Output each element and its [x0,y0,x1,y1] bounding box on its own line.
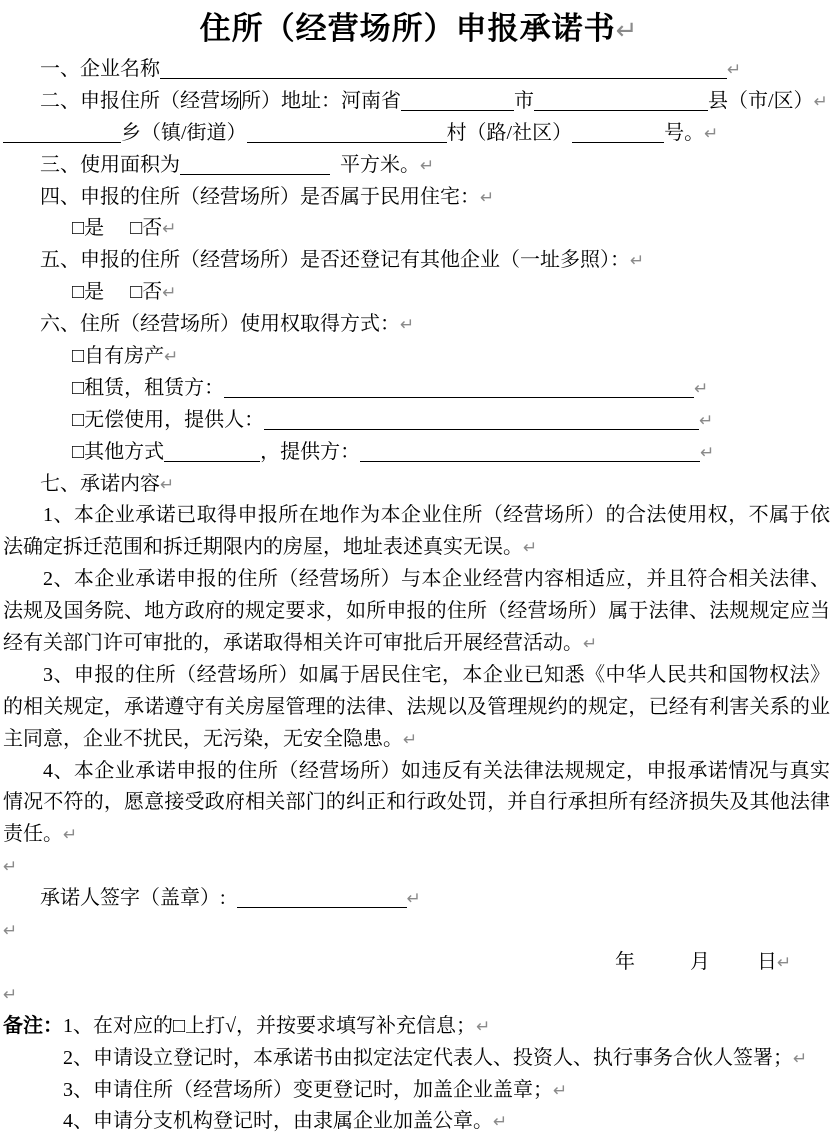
paragraph-mark: ↵ [162,219,177,240]
checkbox-yes-label: 是 [84,217,105,240]
township-label: 乡（镇/街道） [121,121,247,144]
item2-label-part1: 二、申报住所（经营场 [40,89,240,112]
notes-label: 备注： [3,1014,63,1037]
item6-label: 六、住所（经营场所）使用权取得方式： [40,313,400,336]
checkbox-own-property[interactable]: □ [72,345,85,368]
item5-label: 五、申报的住所（经营场所）是否还登记有其他企业（一址多照）： [40,249,630,272]
paragraph-mark: ↵ [813,91,828,112]
para-text: 主同意，企业不扰民，无污染，无安全隐患。 [3,727,403,750]
form-item-1-company-name [0,54,838,86]
checkbox-free-use[interactable]: □ [72,408,85,431]
paragraph-mark: ↵ [777,952,792,973]
date-month-label: 月 [690,950,710,973]
para-text: 经有关部门许可审批的，承诺取得相关许可审批后开展经营活动。 [3,632,583,655]
county-label: 县（市/区） [708,89,814,112]
paragraph-mark: ↵ [63,825,78,846]
date-day-wrap [757,947,791,980]
form-item-6-usage-right [0,309,838,341]
form-item-2-address-line-2 [0,118,838,150]
paragraph-mark: ↵ [493,1112,508,1133]
note-1-text: 1、在对应的□上打√，并按要求填写补充信息； [63,1014,477,1037]
paragraph-mark: ↵ [553,1080,568,1101]
option-own-label: 自有房产 [84,345,165,368]
commitment-para-4-line-1: 4、本企业承诺申报的住所（经营场所）如违反有关法律法规规定，申报承诺情况与真实 [43,759,830,782]
item7-label: 七、承诺内容 [40,472,160,495]
checkbox-no-item4[interactable]: □ [130,217,143,240]
option-lease-label: 租赁，租赁方： [84,376,225,399]
paragraph-mark: ↵ [615,16,639,46]
item-4-checkbox-row [0,213,838,245]
item1-label: 一、企业名称 [40,58,160,80]
paragraph-mark: ↵ [700,442,715,463]
checkbox-other[interactable]: □ [72,440,85,463]
paragraph-mark: ↵ [694,378,709,399]
option-other-label: 其他方式 [84,440,165,463]
empty-line [0,915,838,947]
commitment-para-1-line-2 [0,532,838,564]
empty-line [0,979,838,1011]
blank-area[interactable] [180,154,330,175]
number-label: 号。 [664,121,705,144]
item3-label: 三、使用面积为 [40,153,180,176]
checkbox-yes-item5[interactable]: □ [72,281,85,304]
option-free-label: 无偿使用，提供人： [84,408,265,431]
paragraph-mark: ↵ [3,984,18,1005]
paragraph-mark: ↵ [523,538,538,559]
item3-unit-label: 平方米。 [340,153,420,176]
checkbox-no-label: 否 [142,217,163,240]
commitment-para-3-line-3 [0,724,838,756]
blank-lessor[interactable] [224,377,694,398]
blank-city[interactable] [401,90,514,111]
paragraph-mark: ↵ [400,315,415,336]
paragraph-mark: ↵ [164,347,179,368]
blank-village[interactable] [247,122,447,143]
form-item-5-multi-license [0,245,838,277]
city-label: 市 [514,89,534,112]
paragraph-mark: ↵ [630,251,645,272]
item2-label-part2: 所）地址：河南省 [241,89,401,112]
paragraph-mark: ↵ [793,1048,808,1069]
blank-provider-person[interactable] [264,409,699,430]
paragraph-mark: ↵ [476,1016,491,1037]
paragraph-mark: ↵ [162,283,177,304]
commitment-para-2-line-3 [0,628,838,660]
paragraph-mark: ↵ [3,857,18,878]
commitment-para-3-line-1: 3、申报的住所（经营场所）如属于居民住宅，本企业已知悉《中华人民共和国物权法》 [43,663,830,686]
para-text: 责任。 [3,823,63,846]
blank-township[interactable] [3,122,121,143]
notes-line-3 [0,1075,838,1107]
form-item-4-residential [0,182,838,214]
form-item-3-area [0,150,838,182]
checkbox-yes-label: 是 [84,281,105,304]
note-2-text: 2、申请设立登记时，本承诺书由拟定法定代表人、投资人、执行事务合伙人签署； [63,1046,793,1069]
form-item-2-address [0,86,838,118]
signature-line [0,883,838,915]
commitment-para-4-line-3 [0,819,838,851]
paragraph-mark: ↵ [406,889,421,910]
date-day-label: 日 [757,950,777,973]
paragraph-mark: ↵ [403,729,418,750]
blank-other-method[interactable] [164,441,260,462]
paragraph-mark: ↵ [3,921,18,942]
option-lease [0,373,838,405]
para-text: 法确定拆迁范围和拆迁期限内的房屋，地址表述真实无误。 [3,536,523,559]
notes-line-1 [0,1011,838,1043]
paragraph-mark: ↵ [420,155,435,176]
note-4-text: 4、申请分支机构登记时，由隶属企业加盖公章。 [63,1110,493,1133]
notes-line-2 [0,1043,838,1075]
blank-company-name[interactable] [160,58,727,79]
checkbox-lease[interactable]: □ [72,376,85,399]
paragraph-mark: ↵ [480,187,495,208]
commitment-para-4-line-2: 情况不符的，愿意接受政府相关部门的纠正和行政处罚，并自行承担所有经济损失及其他法律 [3,791,830,814]
item4-label: 四、申报的住所（经营场所）是否属于民用住宅： [40,185,480,208]
paragraph-mark: ↵ [583,634,598,655]
village-label: 村（路/社区） [446,121,573,144]
option-other [0,437,838,469]
date-line [0,947,838,979]
checkbox-yes-item4[interactable]: □ [72,217,85,240]
blank-signature[interactable] [237,887,407,908]
paragraph-mark: ↵ [704,123,719,144]
paragraph-mark: ↵ [160,474,175,495]
paragraph-mark: ↵ [727,60,742,80]
empty-line [0,851,838,883]
commitment-para-2-line-2: 法规及国务院、地方政府的规定要求，如所申报的住所（经营场所）属于法律、法规规定应当 [3,600,830,623]
checkbox-no-item5[interactable]: □ [130,281,143,304]
notes-line-4 [0,1106,838,1138]
commitment-para-3-line-2: 的相关规定，承诺遵守有关房屋管理的法律、法规以及管理规约的规定，已经有利害关系的业 [3,695,830,718]
commitment-para-2-line-1: 2、本企业承诺申报的住所（经营场所）与本企业经营内容相适应，并且符合相关法律、 [43,568,830,591]
document-title [0,0,838,54]
note-3-text: 3、申请住所（经营场所）变更登记时，加盖企业盖章； [63,1078,553,1101]
item-5-checkbox-row [0,277,838,309]
option-own-property [0,341,838,373]
title-text: 住所（经营场所）申报承诺书 [199,11,616,46]
checkbox-no-label: 否 [142,281,163,304]
option-other-provider-label: ，提供方： [260,440,361,463]
blank-number[interactable] [572,122,664,143]
form-item-7-commitment [0,469,838,501]
paragraph-mark: ↵ [699,410,714,431]
blank-other-provider[interactable] [360,441,700,462]
date-year-label: 年 [615,950,635,973]
option-free-use [0,405,838,437]
blank-county[interactable] [534,90,708,111]
signature-label: 承诺人签字（盖章）: [40,887,231,910]
commitment-para-1-line-1: 1、本企业承诺已取得申报所在地作为本企业住所（经营场所）的合法使用权，不属于依 [43,504,830,527]
